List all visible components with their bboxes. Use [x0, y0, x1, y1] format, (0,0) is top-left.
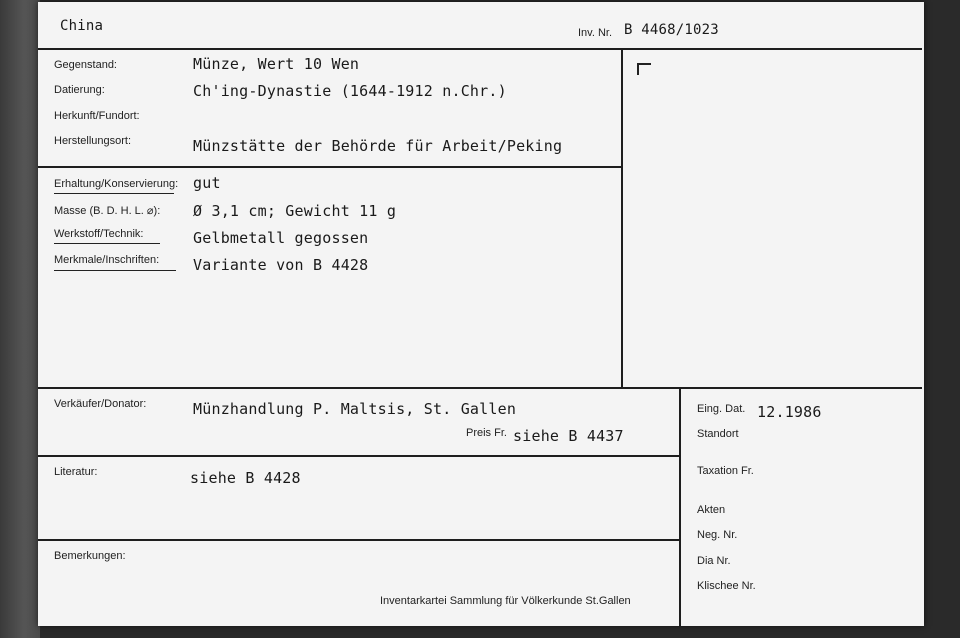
verkaeufer-label: Verkäufer/Donator:: [54, 398, 147, 410]
werkstoff-underline: [54, 243, 160, 244]
erhaltung-label: Erhaltung/Konservierung:: [54, 178, 179, 190]
werkstoff-label: Werkstoff/Technik:: [54, 228, 144, 240]
gegenstand-label: Gegenstand:: [54, 59, 117, 71]
photo-corner-mark: [637, 63, 651, 75]
preis-value: siehe B 4437: [513, 427, 624, 445]
merkmale-value: Variante von B 4428: [193, 256, 369, 274]
klischee-nr-label: Klischee Nr.: [697, 580, 756, 592]
akten-label: Akten: [697, 504, 726, 516]
header-divider: [38, 48, 922, 50]
eing-dat-value: 12.1986: [757, 403, 822, 421]
erhaltung-value: gut: [193, 174, 221, 192]
masse-value: Ø 3,1 cm; Gewicht 11 g: [193, 202, 397, 220]
main-right-divider: [621, 48, 623, 389]
section-divider-1: [38, 166, 623, 168]
eing-dat-label: Eing. Dat.: [697, 403, 746, 415]
dia-nr-label: Dia Nr.: [697, 555, 731, 567]
institution-footer: Inventarkartei Sammlung für Völkerkunde St.Gallen: [380, 595, 631, 607]
region-text: China: [60, 18, 104, 34]
taxation-label: Taxation Fr.: [697, 465, 754, 477]
datierung-value: Ch'ing-Dynastie (1644-1912 n.Chr.): [193, 82, 507, 100]
inv-nr-label: Inv. Nr.: [578, 27, 613, 39]
preis-label: Preis Fr.: [466, 427, 507, 439]
section-divider-3: [38, 455, 681, 457]
datierung-label: Datierung:: [54, 84, 105, 96]
inventory-card: [38, 2, 924, 626]
literatur-value: siehe B 4428: [190, 469, 301, 487]
section-divider-4: [38, 539, 681, 541]
herkunft-label: Herkunft/Fundort:: [54, 110, 140, 122]
background-strip: [0, 0, 40, 638]
bemerkungen-label: Bemerkungen:: [54, 550, 126, 562]
masse-label: Masse (B. D. H. L. ⌀):: [54, 205, 161, 217]
werkstoff-value: Gelbmetall gegossen: [193, 229, 369, 247]
erhaltung-underline: [54, 193, 174, 194]
neg-nr-label: Neg. Nr.: [697, 529, 738, 541]
merkmale-label: Merkmale/Inschriften:: [54, 254, 160, 266]
lower-right-divider: [679, 387, 681, 626]
herstellungsort-value: Münzstätte der Behörde für Arbeit/Peking: [193, 137, 563, 155]
herstellungsort-label: Herstellungsort:: [54, 135, 132, 147]
literatur-label: Literatur:: [54, 466, 98, 478]
verkaeufer-value: Münzhandlung P. Maltsis, St. Gallen: [193, 400, 517, 418]
standort-label: Standort: [697, 428, 739, 440]
inv-nr-value: B 4468/1023: [624, 22, 719, 38]
section-divider-2: [38, 387, 922, 389]
gegenstand-value: Münze, Wert 10 Wen: [193, 55, 360, 73]
merkmale-underline: [54, 270, 176, 271]
